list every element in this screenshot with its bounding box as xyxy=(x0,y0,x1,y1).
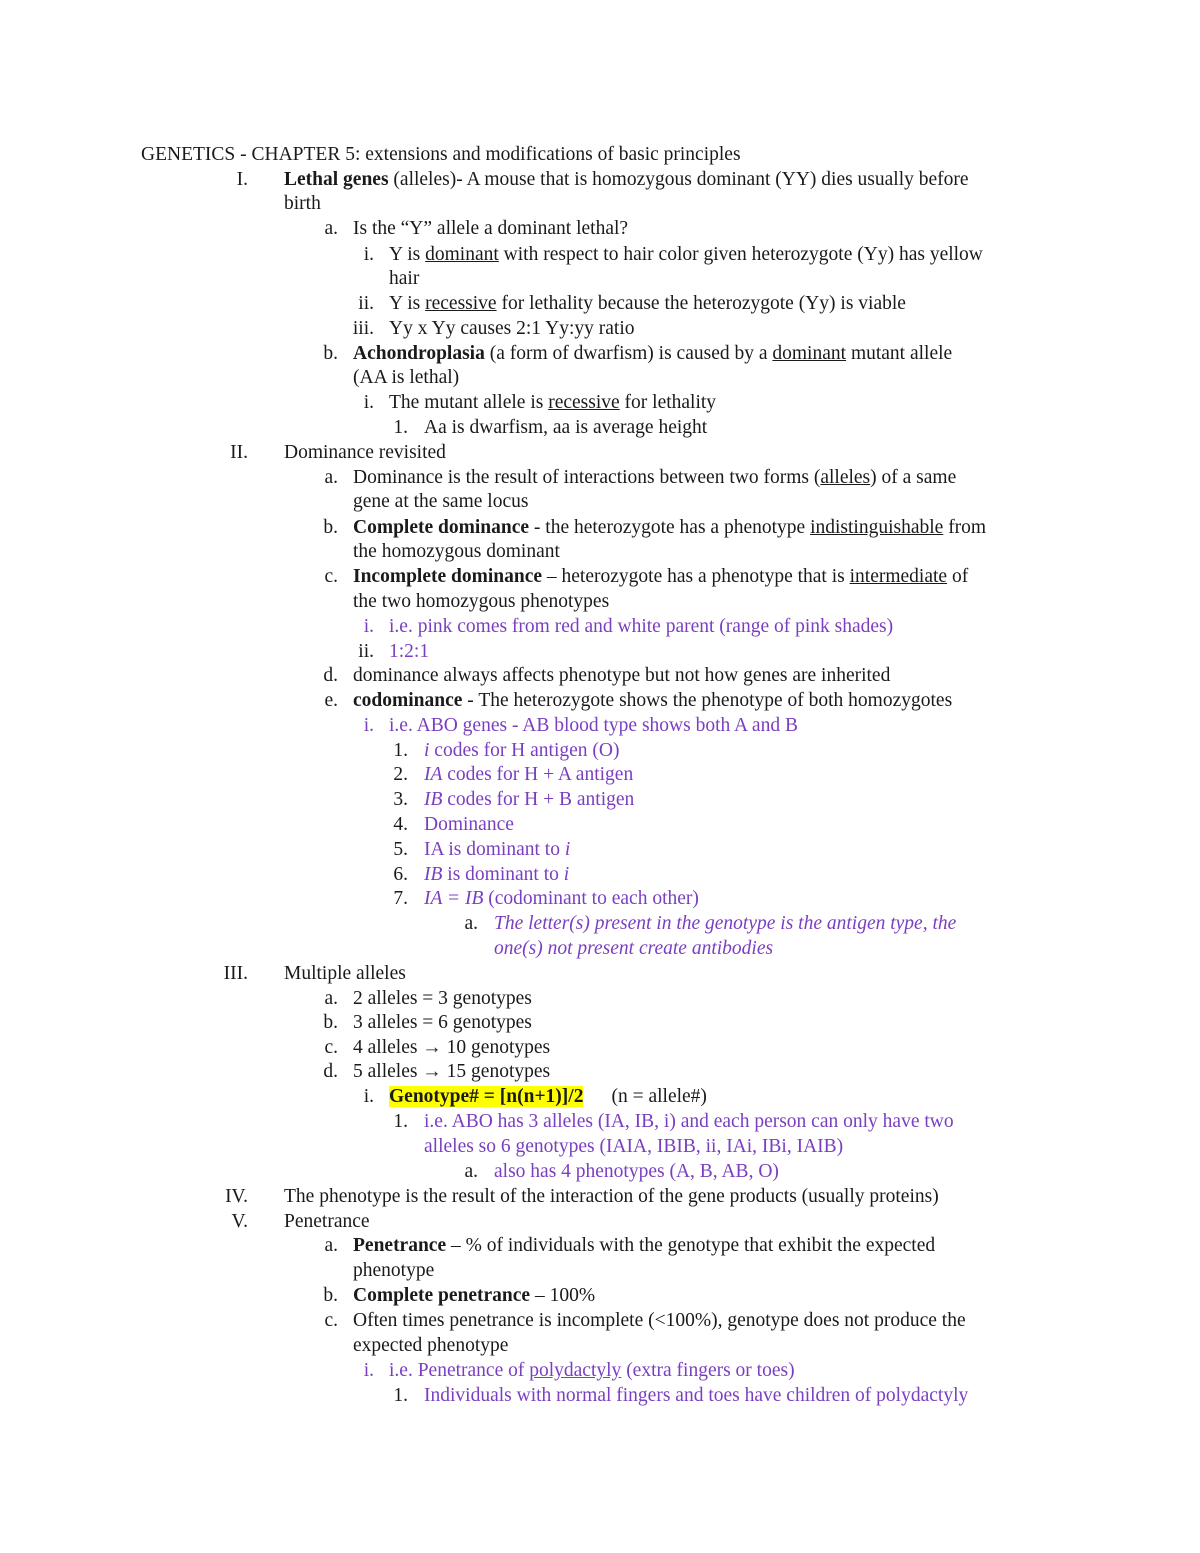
list-item xyxy=(389,292,906,317)
item-marker: i. xyxy=(363,392,374,413)
section-multiple-alleles: Multiple alleles xyxy=(284,963,406,984)
list-item xyxy=(353,1284,595,1309)
item-marker: a. xyxy=(464,1161,478,1182)
item-marker: 6. xyxy=(393,864,408,885)
item-marker: 1. xyxy=(393,1111,408,1132)
list-item: i.e. ABO has 3 alleles (IA, IB, i) and each person can only have two xyxy=(424,1111,954,1132)
italic-symbol: IB xyxy=(424,789,443,810)
underlined-term: polydactyly xyxy=(529,1360,622,1381)
list-item xyxy=(389,391,716,416)
item-marker: ii. xyxy=(358,641,374,662)
list-item xyxy=(353,565,968,590)
item-marker: c. xyxy=(324,566,338,587)
underlined-term: recessive xyxy=(548,392,620,413)
item-marker: i. xyxy=(363,1360,374,1381)
text: (n = allele#) xyxy=(611,1086,707,1107)
list-item: 1:2:1 xyxy=(389,641,430,662)
underlined-term: alleles xyxy=(820,467,871,488)
list-item xyxy=(389,1359,795,1384)
italic-symbol: i xyxy=(563,864,570,885)
list-item: Is the “Y” allele a dominant lethal? xyxy=(353,218,629,239)
text-line: phenotype xyxy=(353,1260,435,1281)
text: with respect to hair color given heterozygote (Yy) has yellow xyxy=(498,244,983,265)
italic-symbol: IB xyxy=(424,864,443,885)
underlined-term: intermediate xyxy=(849,566,948,587)
text: (alleles)- A mouse that is homozygous dominant (YY) dies usually before xyxy=(388,169,969,190)
list-item: Individuals with normal fingers and toes have children of polydactyly xyxy=(424,1385,969,1406)
text-line: the homozygous dominant xyxy=(353,541,560,562)
item-marker: a. xyxy=(324,988,338,1009)
text: i.e. Penetrance of xyxy=(389,1360,530,1381)
item-marker: a. xyxy=(324,467,338,488)
section-marker: I. xyxy=(236,169,248,190)
text: – heterozygote has a phenotype that is xyxy=(542,566,850,587)
text: (codominant to each other) xyxy=(483,888,699,909)
italic-symbol: i xyxy=(424,740,430,761)
item-marker: 3. xyxy=(393,789,408,810)
section-lethal-genes xyxy=(284,168,969,193)
section-marker: IV. xyxy=(225,1186,248,1207)
item-marker: 1. xyxy=(393,1385,408,1406)
text: - The heterozygote shows the phenotype of both homozygotes xyxy=(462,690,953,711)
page-title: GENETICS - CHAPTER 5: extensions and modifications of basic principles xyxy=(141,144,741,165)
list-item xyxy=(424,863,569,888)
list-item: The letter(s) present in the genotype is the antigen type, the xyxy=(494,913,957,934)
text: codes for H antigen (O) xyxy=(429,740,620,761)
term-penetrance: Penetrance xyxy=(353,1235,447,1256)
item-marker: a. xyxy=(464,913,478,934)
item-marker: b. xyxy=(323,1285,338,1306)
item-marker: 4. xyxy=(393,814,408,835)
underlined-term: dominant xyxy=(772,343,847,364)
term-incomplete-dominance: Incomplete dominance xyxy=(353,566,543,587)
underlined-term: indistinguishable xyxy=(810,517,944,538)
section-marker: II. xyxy=(230,442,248,463)
item-marker: iii. xyxy=(352,318,374,339)
list-item xyxy=(424,838,570,863)
text-line: alleles so 6 genotypes (IAIA, IBIB, ii, IAi, IBi, IAIB) xyxy=(424,1136,844,1157)
text-line: gene at the same locus xyxy=(353,491,529,512)
text-line: one(s) not present create antibodies xyxy=(494,938,774,959)
text: mutant allele xyxy=(846,343,953,364)
list-item xyxy=(353,466,956,491)
list-item xyxy=(353,342,952,367)
list-item xyxy=(424,788,634,813)
text: for lethality because the heterozygote (Yy) is viable xyxy=(496,293,906,314)
list-item: 4 alleles → 10 genotypes xyxy=(353,1037,551,1058)
text: is dominant to xyxy=(442,864,564,885)
item-marker: i. xyxy=(363,616,374,637)
item-marker: c. xyxy=(324,1310,338,1331)
item-marker: 1. xyxy=(393,417,408,438)
text: Y is xyxy=(389,244,426,265)
text: of xyxy=(947,566,969,587)
list-item: i.e. ABO genes - AB blood type shows both A and B xyxy=(389,715,798,736)
item-marker: b. xyxy=(323,1012,338,1033)
list-item: Dominance xyxy=(424,814,514,835)
list-item xyxy=(353,689,952,714)
item-marker: 5. xyxy=(393,839,408,860)
item-marker: e. xyxy=(324,690,338,711)
item-marker: ii. xyxy=(358,293,374,314)
text-line: the two homozygous phenotypes xyxy=(353,591,610,612)
text: – % of individuals with the genotype that exhibit the expected xyxy=(446,1235,936,1256)
italic-symbol: i xyxy=(564,839,571,860)
text: - the heterozygote has a phenotype xyxy=(529,517,811,538)
item-marker: a. xyxy=(324,1235,338,1256)
text-line: (AA is lethal) xyxy=(353,367,460,388)
list-item: 3 alleles = 6 genotypes xyxy=(353,1012,532,1033)
list-item: Aa is dwarfism, aa is average height xyxy=(424,417,708,438)
list-item: i.e. pink comes from red and white parent (range of pink shades) xyxy=(389,616,894,637)
text: for lethality xyxy=(619,392,717,413)
list-item xyxy=(389,1085,707,1110)
section-dominance-revisited: Dominance revisited xyxy=(284,442,446,463)
text-line: hair xyxy=(389,268,420,289)
list-item xyxy=(353,516,986,541)
item-marker: d. xyxy=(323,1061,338,1082)
text: – 100% xyxy=(530,1285,596,1306)
item-marker: i. xyxy=(363,244,374,265)
text: codes for H + B antigen xyxy=(442,789,635,810)
term-complete-dominance: Complete dominance xyxy=(353,517,530,538)
text: from xyxy=(943,517,987,538)
list-item: Yy x Yy causes 2:1 Yy:yy ratio xyxy=(389,318,635,339)
item-marker: b. xyxy=(323,517,338,538)
list-item xyxy=(424,739,619,764)
list-item xyxy=(389,243,983,268)
item-marker: 7. xyxy=(393,888,408,909)
list-item xyxy=(353,1234,935,1259)
item-marker: b. xyxy=(323,343,338,364)
item-marker: 2. xyxy=(393,764,408,785)
item-marker: i. xyxy=(363,1086,374,1107)
italic-symbol: IA = IB xyxy=(424,888,484,909)
italic-symbol: IA xyxy=(424,764,443,785)
list-item: dominance always affects phenotype but not how genes are inherited xyxy=(353,665,891,686)
list-item: 5 alleles → 15 genotypes xyxy=(353,1061,551,1082)
section-marker: III. xyxy=(223,963,248,984)
item-marker: i. xyxy=(363,715,374,736)
list-item xyxy=(424,887,699,912)
text-line: birth xyxy=(284,193,321,214)
list-item: Often times penetrance is incomplete (<100%), genotype does not produce the xyxy=(353,1310,966,1331)
item-marker: 1. xyxy=(393,740,408,761)
text: codes for H + A antigen xyxy=(442,764,634,785)
list-item: also has 4 phenotypes (A, B, AB, O) xyxy=(494,1161,779,1182)
term-complete-penetrance: Complete penetrance xyxy=(353,1285,531,1306)
text: ) of a same xyxy=(870,467,957,488)
list-item xyxy=(424,763,633,788)
text: IA is dominant to xyxy=(424,839,565,860)
text: (extra fingers or toes) xyxy=(621,1360,795,1381)
text-line: expected phenotype xyxy=(353,1335,509,1356)
section-phenotype: The phenotype is the result of the interaction of the gene products (usually proteins) xyxy=(284,1186,939,1207)
highlighted-formula: Genotype# = [n(n+1)]/2 xyxy=(389,1086,584,1107)
section-marker: V. xyxy=(231,1211,248,1232)
text: Y is xyxy=(389,293,426,314)
text: The mutant allele is xyxy=(389,392,549,413)
item-marker: a. xyxy=(324,218,338,239)
underlined-term: recessive xyxy=(425,293,497,314)
item-marker: c. xyxy=(324,1037,338,1058)
text: Dominance is the result of interactions between two forms ( xyxy=(353,467,821,488)
term-achondroplasia: Achondroplasia xyxy=(353,343,485,364)
underlined-term: dominant xyxy=(425,244,499,265)
item-marker: d. xyxy=(323,665,338,686)
list-item: 2 alleles = 3 genotypes xyxy=(353,988,532,1009)
text: (a form of dwarfism) is caused by a xyxy=(484,343,773,364)
section-penetrance: Penetrance xyxy=(284,1211,370,1232)
term-codominance: codominance xyxy=(353,690,463,711)
term-lethal-genes: Lethal genes xyxy=(284,169,389,190)
